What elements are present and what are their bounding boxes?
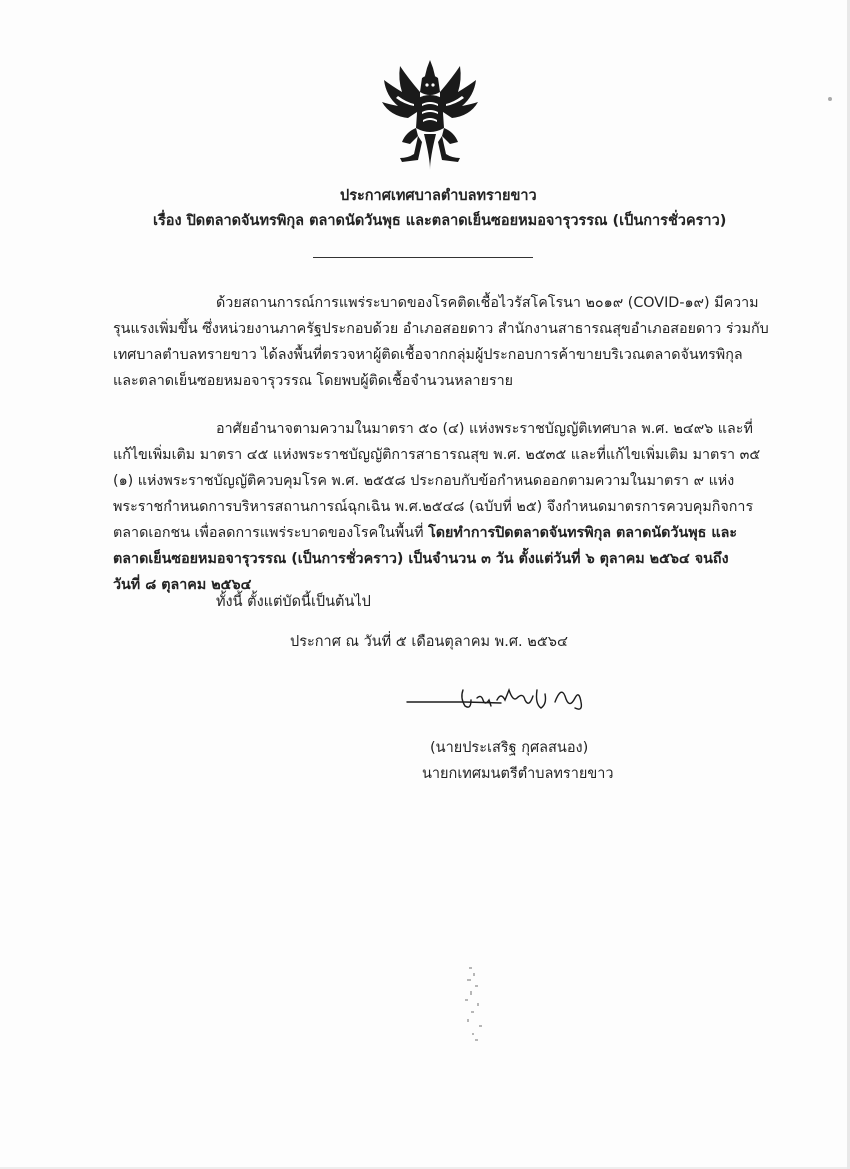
title-divider xyxy=(313,257,533,258)
paragraph-2-line: แก้ไขเพิ่มเติม มาตรา ๔๕ แห่งพระราชบัญญัติการสาธารณสุข พ.ศ. ๒๕๓๕ และที่แก้ไขเพิ่มเติม มาตรา ๓๕ xyxy=(113,447,761,463)
signatory-position: นายกเทศมนตรีตำบลทรายขาว xyxy=(422,766,614,782)
paragraph-1-line: และตลาดเย็นซอยหมอจารุวรรณ โดยพบผู้ติดเชื้อจำนวนหลายราย xyxy=(113,373,514,389)
announcement-date: ประกาศ ณ วันที่ ๕ เดือนตุลาคม พ.ศ. ๒๕๖๔ xyxy=(290,634,568,650)
announcement-title: ประกาศเทศบาลตำบลทรายขาว xyxy=(340,188,537,204)
paragraph-1-line: เทศบาลตำบลทรายขาว ได้ลงพื้นที่ตรวจหาผู้ติดเชื้อจากกลุ่มผู้ประกอบการค้าขายบริเวณตลาดจันทรพิกุล xyxy=(113,347,743,363)
signatory-name: (นายประเสริฐ กุศลสนอง) xyxy=(430,740,589,756)
paragraph-2-line: พระราชกำหนดการบริหารสถานการณ์ฉุกเฉิน พ.ศ.๒๕๔๘ (ฉบับที่ ๒๕) จึงกำหนดมาตรการควบคุมกิจการ xyxy=(113,499,754,515)
closure-period-text: ตลาดเย็นซอยหมอจารุวรรณ (เป็นการชั่วคราว) เป็นจำนวน ๓ วัน ตั้งแต่วันที่ ๖ ตุลาคม ๒๕๖๔ จนถึง xyxy=(113,551,729,567)
closure-order-text: โดยทำการปิดตลาดจันทรพิกุล ตลาดนัดวันพุธ และ xyxy=(428,525,738,541)
paragraph-2-line: (๑) แห่งพระราชบัญญัติควบคุมโรค พ.ศ. ๒๕๕๘ ประกอบกับข้อกำหนดออกตามความในมาตรา ๙ แห่ง xyxy=(113,473,735,489)
paragraph-2-line: อาศัยอำนาจตามความในมาตรา ๕๐ (๔) แห่งพระราชบัญญัติเทศบาล พ.ศ. ๒๔๙๖ และที่ xyxy=(216,421,753,437)
garuda-emblem xyxy=(378,58,482,172)
paragraph-2-line xyxy=(113,522,737,544)
handwritten-signature xyxy=(405,684,590,722)
paragraph-1-line: ด้วยสถานการณ์การแพร่ระบาดของโรคติดเชื้อไวรัสโคโรนา ๒๐๑๙ (COVID-๑๙) มีความ xyxy=(216,295,759,311)
effective-clause: ทั้งนี้ ตั้งแต่บัดนี้เป็นต้นไป xyxy=(216,594,371,610)
scan-speck xyxy=(826,95,834,103)
scan-smudge xyxy=(455,965,495,1045)
announcement-subject: เรื่อง ปิดตลาดจันทรพิกุล ตลาดนัดวันพุธ และตลาดเย็นซอยหมอจารุวรรณ (เป็นการชั่วคราว) xyxy=(153,213,727,229)
paragraph-2-plain-text: ตลาดเอกชน เพื่อลดการแพร่ระบาดของโรคในพื้นที่ xyxy=(113,525,429,541)
closure-end-date: วันที่ ๘ ตุลาคม ๒๕๖๔ xyxy=(113,577,252,593)
paragraph-1-line: รุนแรงเพิ่มขึ้น ซึ่งหน่วยงานภาครัฐประกอบด้วย อำเภอสอยดาว สำนักงานสาธารณสุขอำเภอสอยดาว ร่วมกับ xyxy=(113,321,769,337)
